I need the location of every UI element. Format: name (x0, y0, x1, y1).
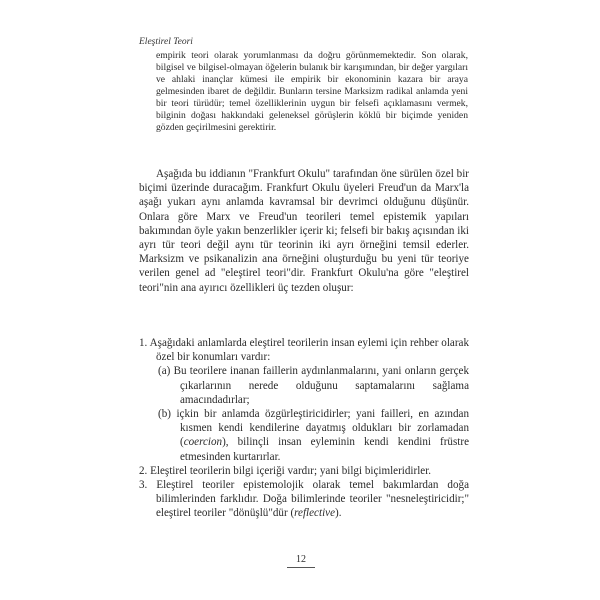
paragraph-text: Aşağıda bu iddianın "Frankfurt Okulu" tarafından öne sürülen özel bir biçimi üzerinde duracağım. Frankfurt Okulu üyeleri Freud'un da Marx'la aşağı yukarı aynı anlamda kavramsal bir devrimci olduğunu düşünür. Onlara göre Marx ve Freud'un teorileri temel epistemik yapıları bakımından öyle yakın benzerlikler içerir ki; felsefi bir bakış açısından iki ayrı tür teori değil aynı tür teorinin iki ayrı örneğini temsil ederler. Marksizm ve psikanalizin ana örneğini oluşturduğu bu yeni tür teoriye verilen genel ad "eleştirel teori"dir. Frankfurt Okulu'na göre "eleştirel teori"nin ana ayırıcı özellikleri üç tezden oluşur: (139, 168, 469, 294)
thesis-list (139, 336, 469, 521)
list-item-1 (139, 336, 469, 364)
list-item-text: Eleştirel teorilerin bilgi içeriği vardır; yani bilgi biçimleridirler. (150, 464, 432, 477)
body-paragraph (139, 167, 469, 295)
sub-item-text: Bu teorilere inanan faillerin aydınlanmalarını, yani onların gerçek çıkarlarının nerede olduğunu saptamalarını sağlama amacındadırlar; (173, 365, 469, 406)
list-item-text-before: Eleştirel teoriler epistemolojik olarak temel bakımlardan doğa bilimlerinden farklıdır. Doğa bilimlerinde teoriler "nesneleştiricidir;" eleştirel teoriler "dönüşlü"dür ( (156, 479, 469, 520)
list-marker: 1. (139, 337, 148, 349)
list-marker: 2. (139, 464, 148, 477)
list-item-3 (139, 478, 469, 521)
sub-marker: (a) (158, 365, 171, 378)
list-marker: 3. (139, 479, 148, 492)
list-item-text: Aşağıdaki anlamlarda eleştirel teorilerin insan eylemi için rehber olarak özel bir konumları vardır: (149, 337, 469, 364)
italic-term: reflective (294, 507, 335, 520)
running-header: Eleştirel Teori (139, 37, 193, 47)
sub-item-b (139, 407, 469, 464)
list-item-text-after: ). (335, 507, 342, 520)
list-item-2 (139, 464, 469, 478)
sub-item-a (139, 364, 469, 407)
sub-item-text-after: ), bilinçli insan eyleminin kendi kendini früstre etmesinden kurtarırlar. (180, 436, 469, 463)
italic-term: coercion (183, 436, 223, 449)
sub-item-text-before: içkin bir anlamda özgürleştiricidirler; yani failleri, en azından kısmen kendi kendilerine dayatmış oldukları bir zorlamadan ( (176, 408, 469, 449)
block-quote (156, 50, 468, 134)
page-number: 12 (296, 554, 306, 565)
page-number-rule (287, 567, 315, 568)
quote-text: empirik teori olarak yorumlanması da doğru görünmemektedir. Son olarak, bilgisel ve bilgisel-olmayan öğelerin bulanık bir karışımından, bir değer yargıları ve ahlaki inançlar kümesi ile empirik bir ekonominin kazara bir araya gelmesinden ibaret de değildir. Bunların tersine Marksizm radikal anlamda yeni bir teori türüdür; temel özelliklerinin uygun bir felsefi açıklamasını vermek, bilginin doğası hakkındaki geleneksel görüşlerin köklü bir biçimde yeniden gözden geçirilmesini gerektirir. (156, 50, 468, 134)
sub-marker: (b) (158, 408, 171, 421)
